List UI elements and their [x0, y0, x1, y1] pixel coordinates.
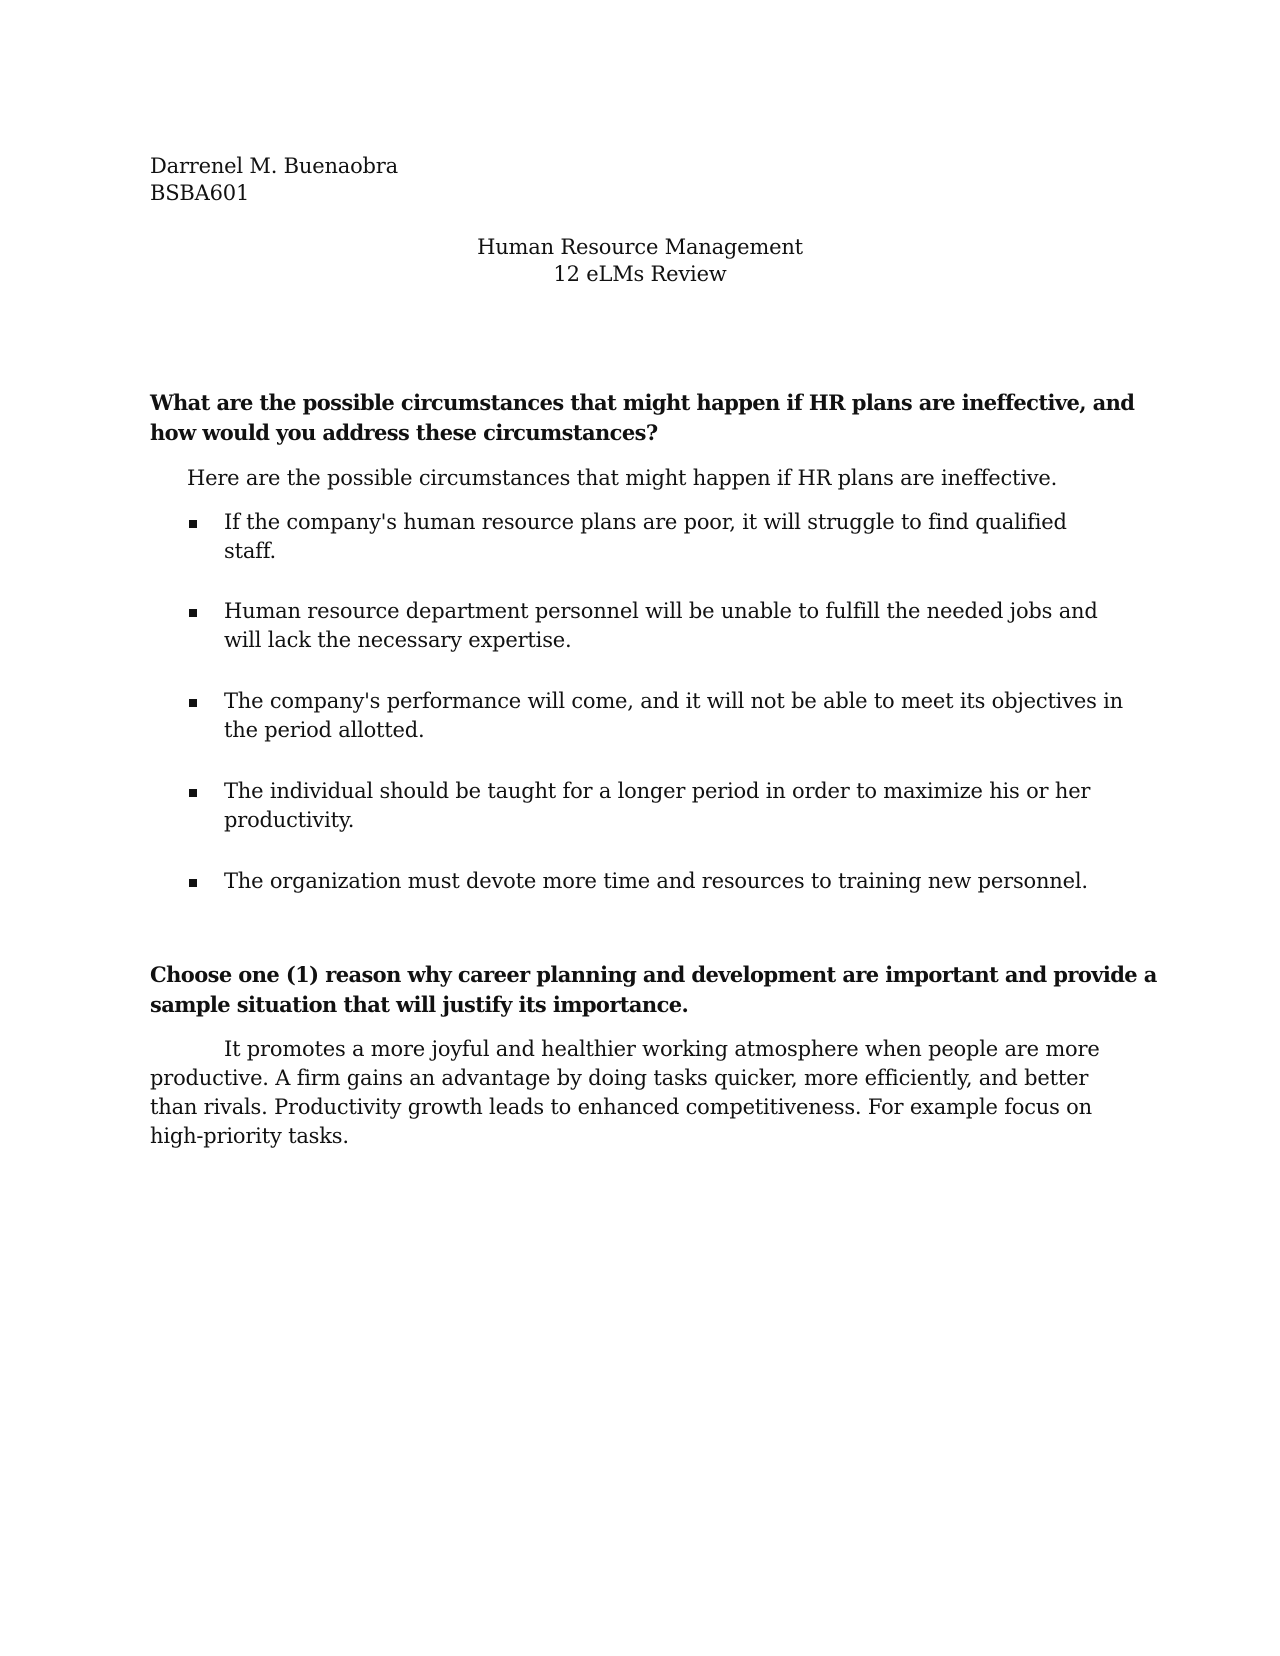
list-item-line-1: Human resource department personnel will be unable to fulfill the needed jobs and [224, 599, 1098, 623]
document-subject: Human Resource Management [477, 235, 803, 259]
list-item-line-1: The company's performance will come, and it will not be able to meet its objectives in [224, 689, 1123, 713]
author-name: Darrenel M. Buenaobra [150, 154, 398, 178]
square-bullet-icon [189, 699, 197, 707]
list-item-line-1: The organization must devote more time and resources to training new personnel. [224, 869, 1088, 893]
question-1-heading-line-1: What are the possible circumstances that might happen if HR plans are ineffective, and [150, 390, 1135, 415]
square-bullet-icon [189, 609, 197, 617]
list-item-line-1: The individual should be taught for a longer period in order to maximize his or her [224, 779, 1091, 803]
list-item-line-1: If the company's human resource plans are poor, it will struggle to find qualified [224, 510, 1067, 534]
square-bullet-icon [189, 879, 197, 887]
square-bullet-icon [189, 520, 197, 528]
list-item-line-2: productivity. [224, 808, 355, 832]
square-bullet-icon [189, 789, 197, 797]
document-review-title: 12 eLMs Review [553, 262, 727, 286]
question-1-heading-line-2: how would you address these circumstances? [150, 420, 658, 445]
question-2-heading-line-1: Choose one (1) reason why career planning and development are important and provide a [150, 962, 1157, 987]
question-2-answer: It promotes a more joyful and healthier working atmosphere when people are more productive. A firm gains an advantage by doing tasks quicker, more efficiently, and better than rivals. Productivity growth leads to enhanced competitiveness. For example focus on high-priority tasks. [150, 1037, 1100, 1148]
list-item-line-2: will lack the necessary expertise. [224, 628, 572, 652]
question-2-heading-line-2: sample situation that will justify its importance. [150, 992, 689, 1017]
course-code: BSBA601 [150, 181, 250, 205]
question-1-intro: Here are the possible circumstances that might happen if HR plans are ineffective. [187, 466, 1058, 490]
list-item-line-2: the period allotted. [224, 718, 425, 742]
list-item-line-2: staff. [224, 539, 277, 563]
